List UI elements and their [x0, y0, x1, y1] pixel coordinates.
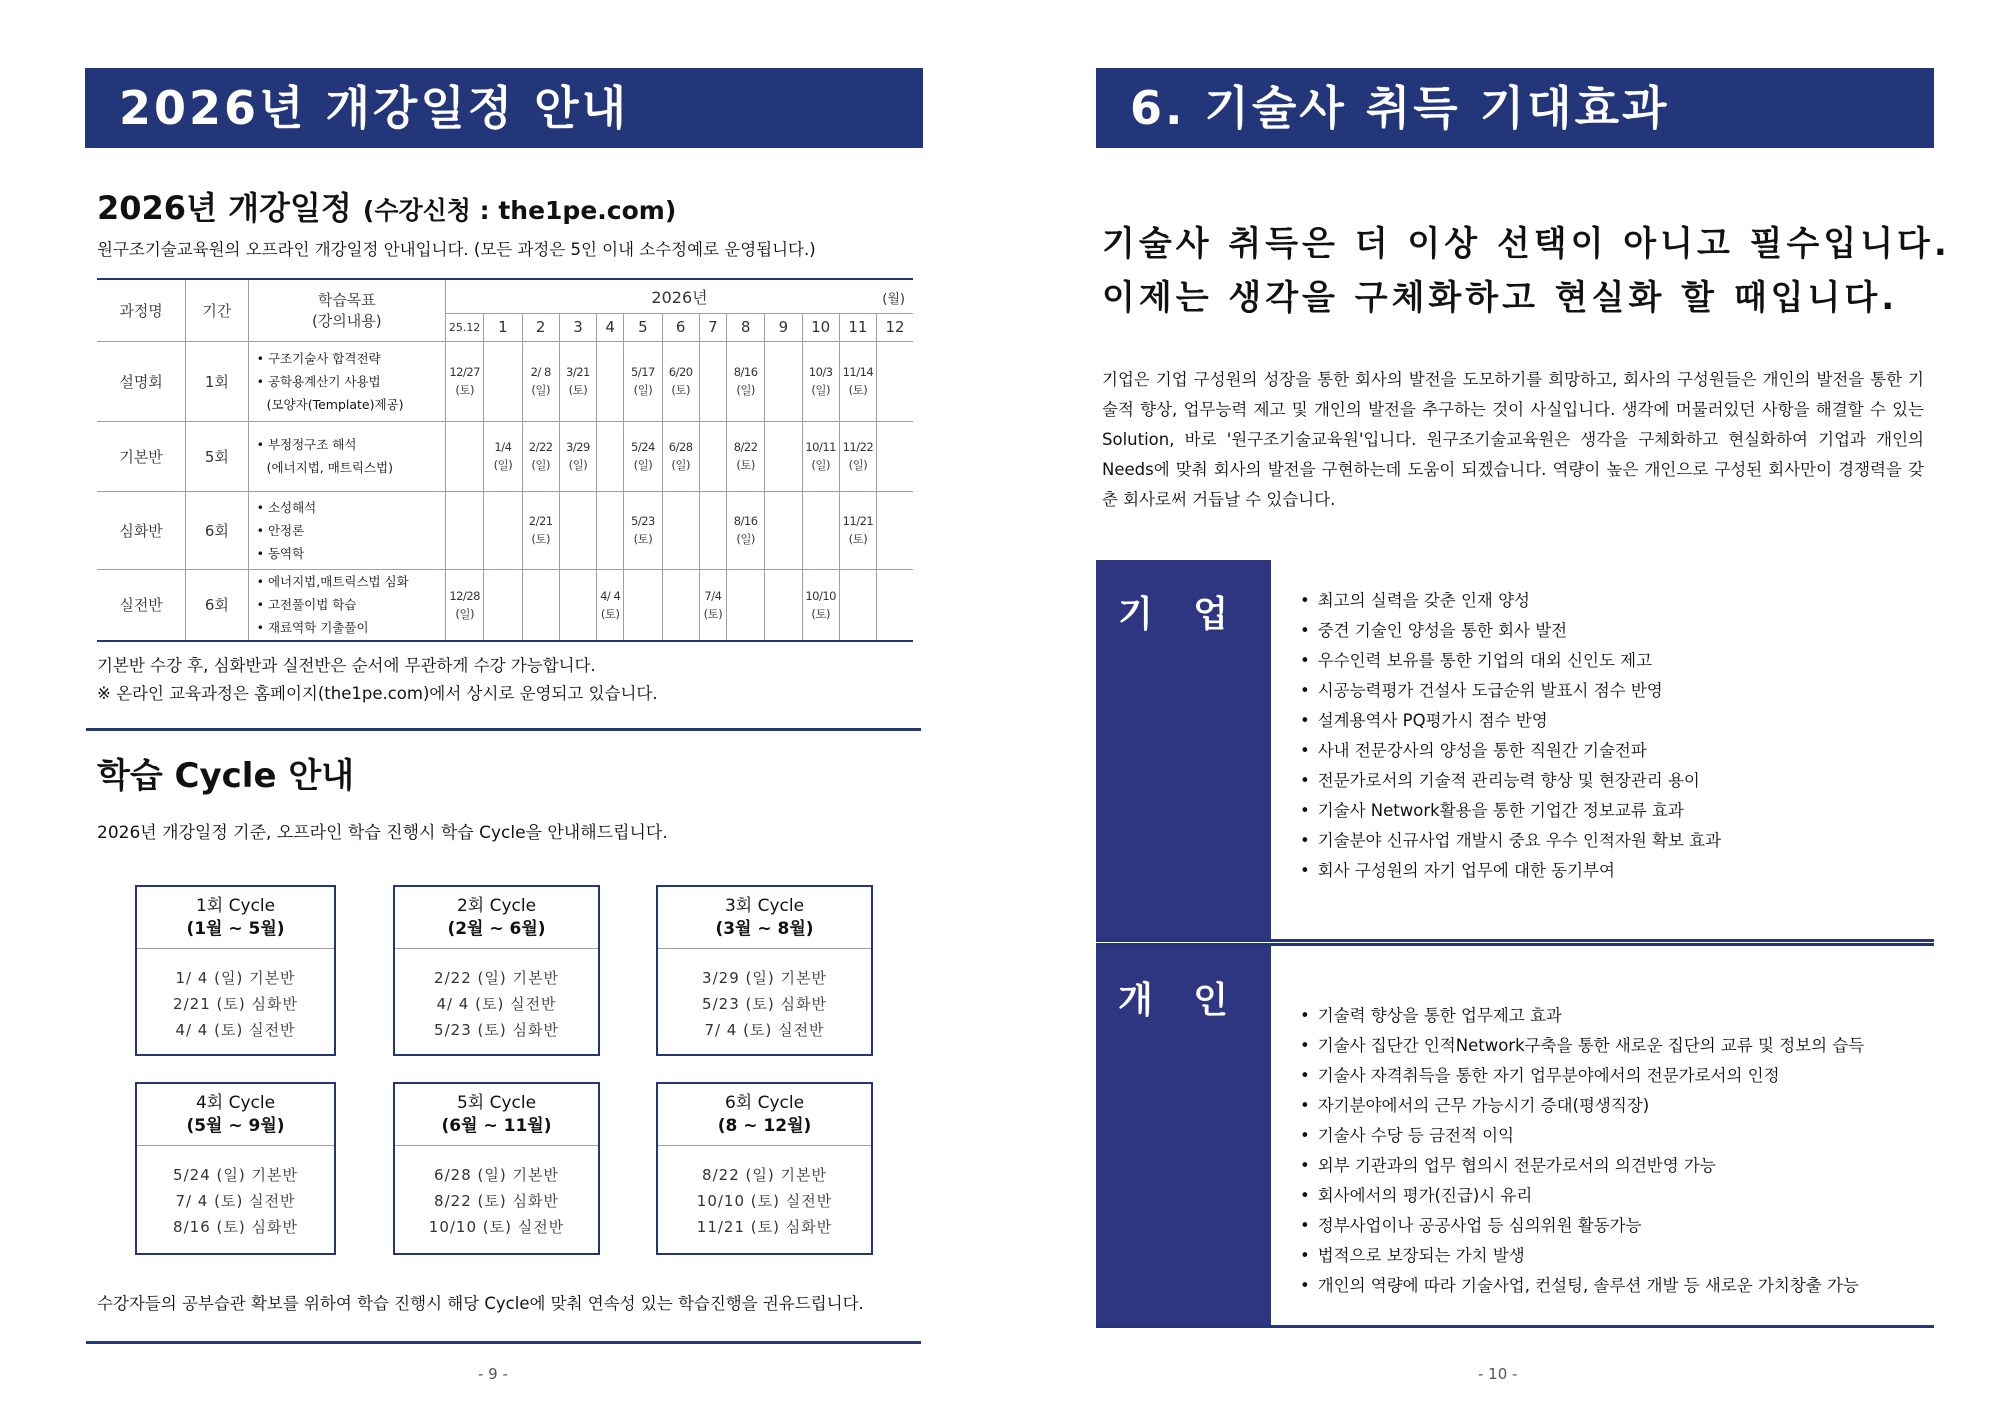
course-goals [248, 421, 445, 491]
schedule-date: 8/22 [733, 440, 758, 454]
schedule-day: (일) [848, 458, 868, 472]
header-period: 기간 [186, 279, 248, 341]
schedule-day: (토) [671, 383, 690, 397]
schedule-cell [839, 421, 876, 491]
schedule-day: (일) [736, 383, 755, 397]
cycle-header [137, 887, 334, 949]
schedule-cell [727, 421, 765, 491]
schedule-cell [802, 421, 839, 491]
cycle-item: 8/22 (토) 심화반 [434, 1192, 559, 1210]
cycle-range: (5월 ~ 9월) [186, 1116, 285, 1136]
list-item: • 법적으로 보장되는 가치 발생 [1300, 1241, 1864, 1271]
schedule-date: 11/14 [842, 365, 874, 379]
cycle-item: 6/28 (일) 기본반 [434, 1166, 559, 1184]
cycle-item: 3/29 (일) 기본반 [702, 969, 827, 987]
month-header: 11 [839, 313, 876, 341]
schedule-date: 4/ 4 [600, 588, 621, 603]
month-header: 10 [802, 313, 839, 341]
headline: 기술사 취득은 더 이상 선택이 아니고 필수입니다. [1102, 224, 1951, 264]
schedule-cell [802, 491, 839, 569]
schedule-cell [522, 421, 559, 491]
personal-label: 개 인 [1096, 946, 1271, 1325]
schedule-day: (일) [493, 458, 513, 472]
cycle-header [395, 1084, 598, 1146]
table-row [97, 491, 913, 569]
header-goal [248, 279, 445, 341]
schedule-day: (토) [531, 532, 550, 546]
schedule-cell [484, 491, 522, 569]
company-label: 기 업 [1096, 560, 1271, 939]
month-header: 25.12 [446, 313, 484, 341]
schedule-cell [662, 341, 699, 421]
month-header: 8 [727, 313, 765, 341]
schedule-cell [802, 341, 839, 421]
table-row [97, 569, 913, 641]
schedule-day: (일) [633, 458, 653, 472]
course-period: 5회 [186, 421, 248, 491]
list-item: • 전문가로서의 기술적 관리능력 향상 및 현장관리 용이 [1300, 766, 1721, 796]
schedule-cell [765, 491, 802, 569]
cycle-name: 3회 Cycle [724, 896, 805, 916]
header-unit: (월) [882, 292, 905, 307]
cycle-item: 10/10 (토) 실전반 [428, 1218, 565, 1236]
schedule-cell [624, 491, 662, 569]
list-item: • 중견 기술인 양성을 통한 회사 발전 [1300, 616, 1721, 646]
intro-paragraph: 기업은 기업 구성원의 성장을 통한 회사의 발전을 도모하기를 희망하고, 회사의 구성원들은 개인의 발전을 통한 기술적 향상, 업무능력 제고 및 개인의 발전을 추구하는 것이 사실입니다. 생각에 머물러있던 사항을 해결할 수 있는 Solution, 바로 '원구조기술교육원'입니다. 원구조기술교육원은 생각을 구체화하고 현실화하여 기업과 개인의 Needs에 맞춰 회사의 발전을 구현하는데 도움이 되겠습니다. 역량이 높은 개인으로 구성된 회사만이 경쟁력을 갖춘 회사로써 거듭날 수 있습니다. [1102, 370, 1924, 509]
list-item: • 기술사 Network활용을 통한 기업간 정보교류 효과 [1300, 796, 1721, 826]
cycle-header [658, 887, 871, 949]
schedule-cell [877, 569, 913, 641]
schedule-cell [699, 491, 726, 569]
schedule-date: 2/21 [528, 514, 553, 528]
schedule-cell [446, 491, 484, 569]
cycle-range: (3월 ~ 8월) [715, 919, 814, 939]
schedule-cell [839, 491, 876, 569]
cycle-item: 8/22 (일) 기본반 [702, 1166, 827, 1184]
company-benefit-list [1300, 586, 1721, 886]
schedule-cell [765, 569, 802, 641]
schedule-day: (일) [671, 458, 690, 472]
schedule-date: 12/28 [449, 588, 480, 603]
cycle-item: 2/21 (토) 심화반 [173, 995, 298, 1013]
schedule-day: (일) [531, 383, 550, 397]
cycle-name: 1회 Cycle [195, 896, 276, 916]
course-goals [248, 341, 445, 421]
course-name: 실전반 [97, 569, 186, 641]
schedule-cell [765, 421, 802, 491]
schedule-cell [522, 569, 559, 641]
cycle-name: 5회 Cycle [456, 1093, 537, 1113]
schedule-date: 10/10 [805, 588, 836, 603]
right-page [1000, 0, 2000, 1408]
schedule-date: 2/22 [528, 440, 553, 454]
cycle-name: 6회 Cycle [724, 1093, 805, 1113]
schedule-day: (일) [811, 458, 830, 472]
course-name: 설명회 [97, 341, 186, 421]
cycle-items [658, 949, 871, 1043]
schedule-intro: 원구조기술교육원의 오프라인 개강일정 안내입니다. (모든 과정은 5인 이내 소수정예로 운영됩니다.) [97, 240, 816, 259]
header-course: 과정명 [97, 279, 186, 341]
schedule-date: 5/23 [631, 514, 655, 528]
schedule-cell [624, 341, 662, 421]
schedule-cell [597, 421, 624, 491]
headline: 이제는 생각을 구체화하고 현실화 할 때입니다. [1102, 278, 1899, 318]
schedule-cell [522, 341, 559, 421]
cycle-title: 학습 Cycle 안내 [97, 756, 355, 796]
schedule-date: 8/16 [733, 365, 758, 379]
month-header: 4 [597, 313, 624, 341]
schedule-day: (일) [531, 458, 550, 472]
schedule-date: 8/16 [733, 514, 758, 528]
schedule-date: 1/4 [494, 440, 512, 454]
table-row [97, 421, 913, 491]
schedule-cell [559, 341, 596, 421]
cycle-header [395, 887, 598, 949]
course-name: 심화반 [97, 491, 186, 569]
schedule-note: 기본반 수강 후, 심화반과 실전반은 순서에 무관하게 수강 가능합니다. [97, 656, 596, 675]
cycle-item: 4/ 4 (토) 실전반 [436, 995, 557, 1013]
table-row [97, 341, 913, 421]
schedule-body [97, 341, 913, 641]
cycle-box [393, 885, 600, 1056]
schedule-cell [699, 569, 726, 641]
month-header: 5 [624, 313, 662, 341]
schedule-cell [727, 341, 765, 421]
schedule-day: (토) [848, 383, 868, 397]
cycle-item: 7/ 4 (토) 실전반 [175, 1192, 296, 1210]
month-header: 3 [559, 313, 596, 341]
schedule-cell [877, 491, 913, 569]
goal-item: • 구조기술사 합격전략 [256, 350, 381, 366]
schedule-day: (토) [455, 383, 474, 397]
month-header: 6 [662, 313, 699, 341]
cycle-name: 2회 Cycle [456, 896, 537, 916]
cycle-item: 11/21 (토) 심화반 [696, 1218, 833, 1236]
schedule-heading-sub: (수강신청 : the1pe.com) [362, 196, 677, 225]
schedule-cell [484, 341, 522, 421]
schedule-day: (토) [600, 606, 620, 621]
schedule-day: (일) [811, 383, 830, 397]
schedule-day: (토) [633, 532, 653, 546]
cycle-item: 1/ 4 (일) 기본반 [175, 969, 296, 987]
list-item: • 기술사 수당 등 금전적 이익 [1300, 1121, 1864, 1151]
cycle-box [656, 885, 873, 1056]
schedule-cell [727, 491, 765, 569]
schedule-date: 11/21 [842, 514, 874, 528]
cycle-box [135, 1082, 336, 1255]
page-number: - 9 - [478, 1365, 508, 1383]
schedule-cell [662, 491, 699, 569]
schedule-cell [484, 421, 522, 491]
schedule-cell [699, 341, 726, 421]
schedule-cell [765, 341, 802, 421]
cycle-range: (6월 ~ 11월) [441, 1116, 552, 1136]
cycle-items [137, 1146, 334, 1240]
schedule-day: (토) [811, 606, 830, 621]
schedule-cell [662, 569, 699, 641]
header-goal-sub: (강의내용) [311, 312, 382, 331]
list-item: • 최고의 실력을 갖춘 인재 양성 [1300, 586, 1721, 616]
schedule-date: 3/21 [566, 365, 590, 379]
online-note: ※ 온라인 교육과정은 홈페이지(the1pe.com)에서 상시로 운영되고 있습니다. [97, 684, 658, 703]
schedule-day: (일) [455, 606, 474, 621]
cycle-range: (8 ~ 12월) [717, 1116, 812, 1136]
schedule-cell [446, 421, 484, 491]
list-item: • 설계용역사 PQ평가시 점수 반영 [1300, 706, 1721, 736]
header-year-label: 2026년 [651, 287, 708, 307]
schedule-day: (토) [848, 532, 868, 546]
schedule-date: 2/ 8 [530, 365, 551, 379]
goal-item: • 안정론 [256, 522, 305, 538]
list-item: • 우수인력 보유를 통한 기업의 대외 신인도 제고 [1300, 646, 1721, 676]
schedule-cell [484, 569, 522, 641]
personal-benefit-list [1300, 1001, 1864, 1301]
schedule-table [97, 278, 913, 642]
cycle-intro: 2026년 개강일정 기준, 오프라인 학습 진행시 학습 Cycle을 안내해드립니다. [97, 823, 668, 843]
schedule-cell [624, 421, 662, 491]
schedule-date: 6/20 [668, 365, 693, 379]
cycle-item: 5/23 (토) 심화반 [702, 995, 827, 1013]
course-period: 1회 [186, 341, 248, 421]
schedule-cell [699, 421, 726, 491]
cycle-item: 2/22 (일) 기본반 [434, 969, 559, 987]
goal-item: • 공학용계산기 사용법 [256, 373, 381, 389]
list-item: • 기술분야 신규사업 개발시 중요 우수 인적자원 확보 효과 [1300, 826, 1721, 856]
schedule-cell [877, 341, 913, 421]
list-item: • 정부사업이나 공공사업 등 심의위원 활동가능 [1300, 1211, 1864, 1241]
list-item: • 외부 기관과의 업무 협의시 전문가로서의 의견반영 가능 [1300, 1151, 1864, 1181]
schedule-day: (토) [736, 458, 755, 472]
cycle-range: (1월 ~ 5월) [186, 919, 285, 939]
list-item: • 회사 구성원의 자기 업무에 대한 동기부여 [1300, 856, 1721, 886]
cycle-item: 5/24 (일) 기본반 [173, 1166, 298, 1184]
cycle-header [137, 1084, 334, 1146]
schedule-day: (토) [703, 606, 723, 621]
list-item: • 자기분야에서의 근무 가능시기 증대(평생직장) [1300, 1091, 1864, 1121]
list-item: • 회사에서의 평가(진급)시 유리 [1300, 1181, 1864, 1211]
schedule-cell [877, 421, 913, 491]
schedule-cell [839, 569, 876, 641]
list-item: • 개인의 역량에 따라 기술사업, 컨설팅, 솔루션 개발 등 새로운 가치창출 가능 [1300, 1271, 1864, 1301]
cycle-item: 10/10 (토) 실전반 [696, 1192, 833, 1210]
goal-item: • 동역학 [256, 545, 305, 561]
schedule-cell [802, 569, 839, 641]
cycle-items [137, 949, 334, 1043]
list-item: • 시공능력평가 건설사 도급순위 발표시 점수 반영 [1300, 676, 1721, 706]
schedule-date: 6/28 [668, 440, 693, 454]
schedule-date: 3/29 [566, 440, 590, 454]
schedule-day: (일) [633, 383, 653, 397]
cycle-box [393, 1082, 600, 1255]
goal-item: • 에너지법,매트릭스법 심화 [256, 574, 409, 590]
schedule-cell [522, 491, 559, 569]
list-item: • 기술사 집단간 인적Network구축을 통한 새로운 집단의 교류 및 정보의 습득 [1300, 1031, 1864, 1061]
cycle-box [656, 1082, 873, 1255]
schedule-date: 12/27 [449, 365, 480, 379]
schedule-date: 5/24 [631, 440, 655, 454]
schedule-cell [597, 491, 624, 569]
page-title-banner: 6. 기술사 취득 기대효과 [1096, 68, 1934, 148]
course-goals [248, 491, 445, 569]
header-goal-main: 학습목표 [317, 291, 376, 310]
schedule-date: 11/22 [842, 440, 874, 454]
schedule-heading [97, 183, 676, 229]
goal-item: • 고전풀이법 학습 [256, 597, 357, 613]
month-header: 9 [765, 313, 802, 341]
cycle-item: 7/ 4 (토) 실전반 [704, 1021, 825, 1039]
cycle-item: 8/16 (토) 심화반 [173, 1218, 298, 1236]
schedule-date: 10/3 [808, 365, 833, 379]
company-benefits-section [1096, 560, 1934, 942]
goal-item: • 재료역학 기출풀이 [256, 620, 369, 636]
cycle-header [658, 1084, 871, 1146]
cycle-item: 4/ 4 (토) 실전반 [175, 1021, 296, 1039]
goal-item: • 부정정구조 해석 [256, 437, 357, 452]
schedule-day: (토) [568, 383, 588, 397]
schedule-cell [559, 569, 596, 641]
schedule-cell [597, 341, 624, 421]
schedule-date: 5/17 [631, 365, 655, 379]
cycle-items [395, 1146, 598, 1240]
list-item: • 사내 전문강사의 양성을 통한 직원간 기술전파 [1300, 736, 1721, 766]
course-period: 6회 [186, 569, 248, 641]
goal-item: (모양자(Template)제공) [266, 396, 404, 412]
page-title-banner: 2026년 개강일정 안내 [85, 68, 923, 148]
schedule-day: (일) [736, 532, 755, 546]
course-period: 6회 [186, 491, 248, 569]
schedule-date: 10/11 [805, 440, 836, 454]
divider [86, 1341, 921, 1344]
month-header: 2 [522, 313, 559, 341]
schedule-cell [559, 491, 596, 569]
cycle-range: (2월 ~ 6월) [447, 919, 546, 939]
schedule-cell [446, 569, 484, 641]
divider [86, 728, 921, 731]
month-header: 7 [699, 313, 726, 341]
schedule-cell [597, 569, 624, 641]
month-header: 1 [484, 313, 522, 341]
schedule-cell [662, 421, 699, 491]
course-goals [248, 569, 445, 641]
goal-item: • 소성해석 [256, 499, 317, 515]
month-header: 12 [877, 313, 913, 341]
course-name: 기본반 [97, 421, 186, 491]
schedule-heading-main: 2026년 개강일정 [97, 189, 352, 227]
header-year [446, 279, 913, 313]
page-number: - 10 - [1478, 1365, 1518, 1383]
list-item: • 기술사 자격취득을 통한 자기 업무분야에서의 전문가로서의 인정 [1300, 1061, 1864, 1091]
schedule-table-wrapper [97, 278, 913, 640]
cycle-box [135, 885, 336, 1056]
cycle-footer: 수강자들의 공부습관 확보를 위하여 학습 진행시 해당 Cycle에 맞춰 연속성 있는 학습진행을 권유드립니다. [97, 1294, 864, 1313]
schedule-cell [624, 569, 662, 641]
cycle-items [395, 949, 598, 1043]
cycle-item: 5/23 (토) 심화반 [434, 1021, 559, 1039]
goal-item: (에너지법, 매트릭스법) [266, 460, 393, 475]
schedule-cell [727, 569, 765, 641]
cycle-items [658, 1146, 871, 1240]
schedule-cell [559, 421, 596, 491]
schedule-cell [446, 341, 484, 421]
schedule-date: 7/4 [704, 588, 722, 603]
personal-benefits-section [1096, 943, 1934, 1328]
list-item: • 기술력 향상을 통한 업무제고 효과 [1300, 1001, 1864, 1031]
cycle-name: 4회 Cycle [195, 1093, 276, 1113]
schedule-cell [839, 341, 876, 421]
schedule-day: (일) [568, 458, 588, 472]
